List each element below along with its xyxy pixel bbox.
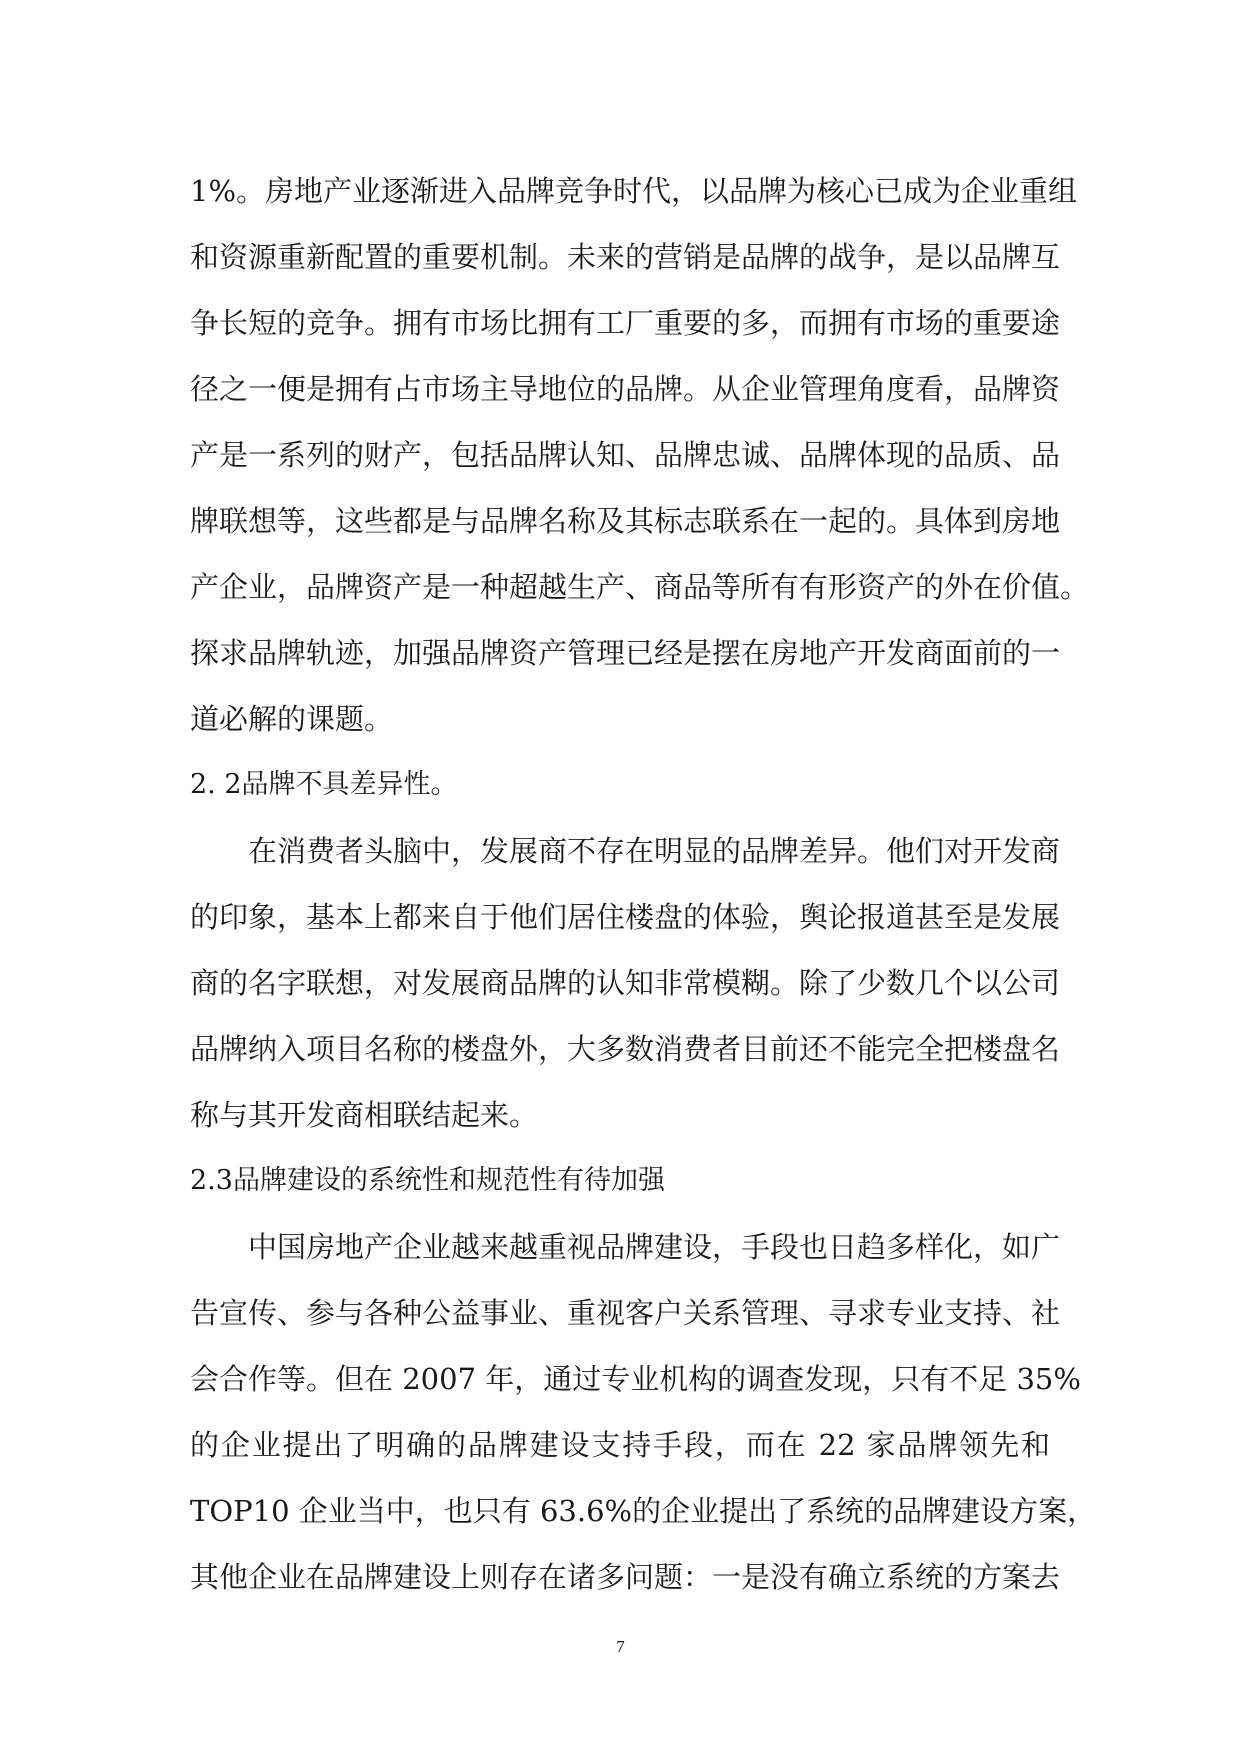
page-number: 7 [616,1637,625,1656]
text-line: 告宣传、参与各种公益事业、重视客户关系管理、寻求专业支持、社 [190,1296,1061,1330]
text-line: 探求品牌轨迹，加强品牌资产管理已经是摆在房地产开发商面前的一 [190,636,1061,670]
body-text [190,158,1097,1610]
text-line: 1%。房地产业逐渐进入品牌竞争时代，以品牌为核心已成为企业重组 [190,174,1078,208]
text-line: 中国房地产企业越来越重视品牌建设，手段也日趋多样化，如广 [248,1230,1061,1264]
text-line: 牌联想等，这些都是与品牌名称及其标志联系在一起的。具体到房地 [190,504,1061,538]
paragraph-brand-building [190,1214,1097,1610]
text-line: 径之一便是拥有占市场主导地位的品牌。从企业管理角度看，品牌资 [190,372,1061,406]
text-line: 称与其开发商相联结起来。 [190,1098,539,1132]
text-line: 的印象，基本上都来自于他们居住楼盘的体验，舆论报道甚至是发展 [190,900,1061,934]
section-heading-2-3: 2.3品牌建设的系统性和规范性有待加强 [190,1165,665,1196]
section-heading-2-2: 2. 2品牌不具差异性。 [190,769,458,800]
text-line: 和资源重新配置的重要机制。未来的营销是品牌的战争，是以品牌互 [190,240,1061,274]
paragraph-brand-difference [190,818,1061,1148]
text-line: 产是一系列的财产，包括品牌认知、品牌忠诚、品牌体现的品质、品 [190,438,1061,472]
paragraph-brand-competition [190,158,1090,752]
text-line: 在消费者头脑中，发展商不存在明显的品牌差异。他们对开发商 [248,834,1061,868]
text-line: TOP10 企业当中，也只有 63.6%的企业提出了系统的品牌建设方案， [190,1494,1097,1528]
text-line: 商的名字联想，对发展商品牌的认知非常模糊。除了少数几个以公司 [190,966,1061,1000]
text-line: 的企业提出了明确的品牌建设支持手段，而在 22 家品牌领先和 [190,1428,1050,1462]
text-line: 品牌纳入项目名称的楼盘外，大多数消费者目前还不能完全把楼盘名 [190,1032,1061,1066]
text-line: 其他企业在品牌建设上则存在诸多问题：一是没有确立系统的方案去 [190,1560,1061,1594]
text-line: 会合作等。但在 2007 年，通过专业机构的调查发现，只有不足 35% [190,1362,1081,1396]
text-line: 道必解的课题。 [190,702,394,736]
text-line: 争长短的竞争。拥有市场比拥有工厂重要的多，而拥有市场的重要途 [190,306,1061,340]
text-line: 产企业，品牌资产是一种超越生产、商品等所有有形资产的外在价值。 [190,570,1090,604]
